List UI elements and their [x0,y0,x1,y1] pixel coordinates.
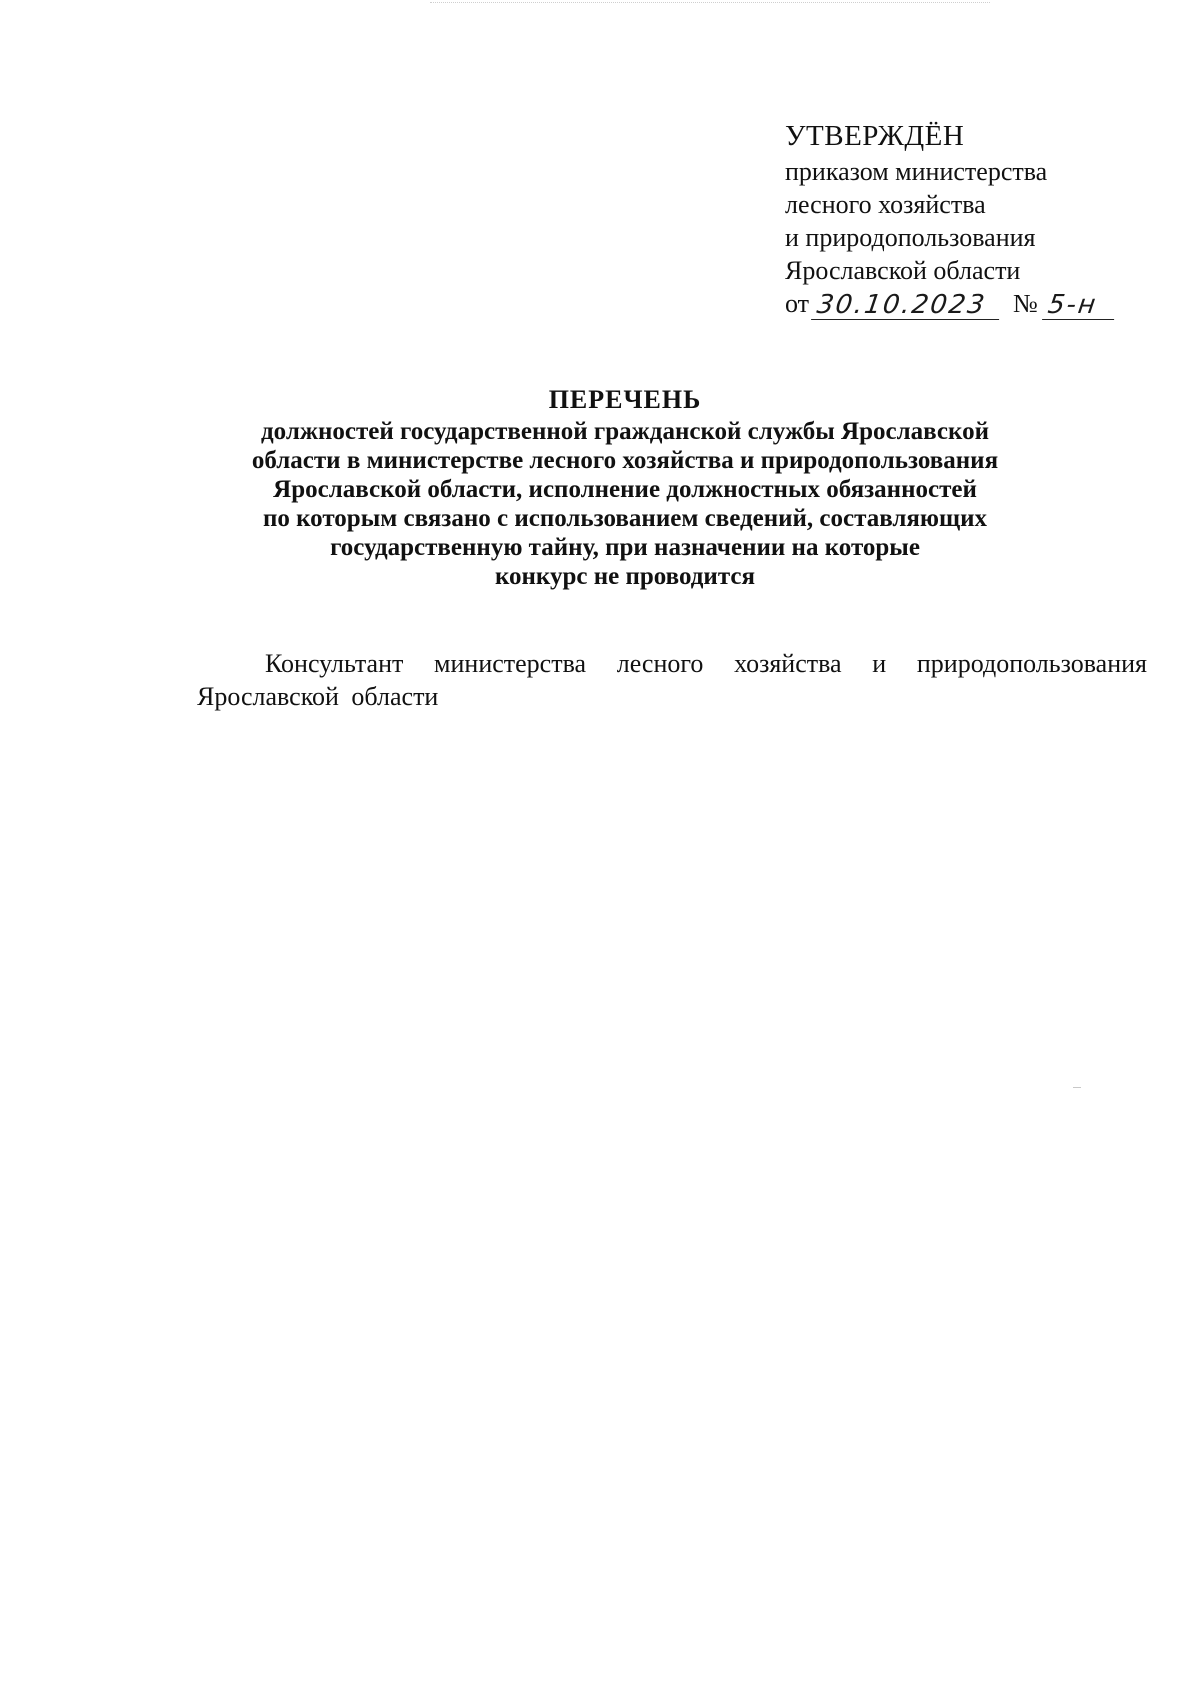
number-sign: № [1013,289,1038,318]
heading-line: конкурс не проводится [494,563,756,590]
date-prefix: от [785,289,810,318]
approval-block [785,120,1145,320]
scan-artifact [430,2,990,9]
document-heading [200,383,1050,591]
handwritten-date: 30.10.2023 [811,292,1003,320]
scan-speck [1073,1087,1081,1088]
approval-line: лесного хозяйства [785,190,986,219]
document-title: ПЕРЕЧЕНЬ [548,385,702,414]
handwritten-number: 5-н [1042,292,1118,320]
heading-line: по которым связано с использованием сведений, составляющих [262,505,988,532]
approval-stamp-word: УТВЕРЖДЁН [785,120,965,152]
approval-line: Ярославской области [785,256,1021,285]
heading-line: Ярославской области, исполнение должностных обязанностей [273,476,977,503]
heading-line: должностей государственной гражданской службы Ярославской [261,418,989,445]
approval-date-line [785,287,1145,320]
approval-line: приказом министерства [785,157,1048,186]
approval-line: и природопользования [785,223,1036,252]
heading-line: государственную тайну, при назначении на которые [330,534,920,561]
heading-line: области в министерстве лесного хозяйства и природопользования [251,447,999,474]
position-paragraph: Консультант министерства лесного хозяйства и природопользования Ярославской области [197,649,1147,711]
